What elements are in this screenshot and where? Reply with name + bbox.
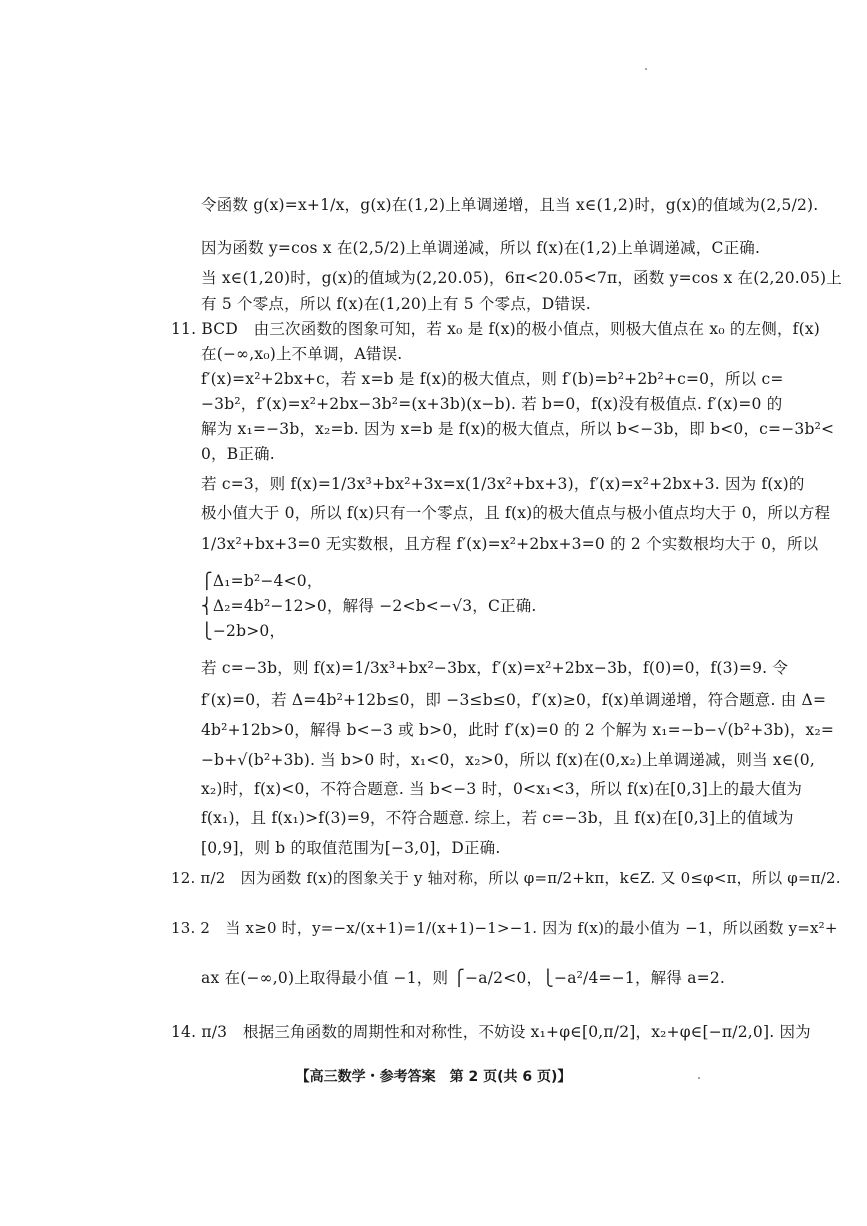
text-line: 0，B正确. xyxy=(201,445,275,463)
text-line: 令函数 g(x)=x+1/x，g(x)在(1,2)上单调递增，且当 x∈(1,2)时，g(x)的值域为(2,5/2). xyxy=(201,196,819,214)
question-14-line: 14. π/3 根据三角函数的周期性和对称性，不妨设 x₁+φ∈[0,π/2]，x₂+φ∈[−π/2,0]. 因为 xyxy=(171,1023,811,1041)
text-line: 4b²+12b>0，解得 b<−3 或 b>0，此时 f′(x)=0 的 2 个解为 x₁=−b−√(b²+3b)，x₂= xyxy=(201,721,835,739)
text-line: f′(x)=0，若 Δ=4b²+12b≤0，即 −3≤b≤0，f′(x)≥0，f(x)单调递增，符合题意. 由 Δ= xyxy=(201,691,827,709)
text-line: −3b²，f′(x)=x²+2bx−3b²=(x+3b)(x−b). 若 b=0，f(x)没有极值点. f′(x)=0 的 xyxy=(201,395,783,413)
text-line: 1/3x²+bx+3=0 无实数根，且方程 f′(x)=x²+2bx+3=0 的 2 个实数根均大于 0，所以 xyxy=(201,535,819,553)
question-11-line: 11. BCD 由三次函数的图象可知，若 x₀ 是 f(x)的极小值点，则极大值点在 x₀ 的左侧，f(x) xyxy=(171,320,821,338)
text-line: x₂)时，f(x)<0，不符合题意. 当 b<−3 时，0<x₁<3，所以 f(x)在[0,3]上的最大值为 xyxy=(201,780,803,798)
system-line: ⎧Δ₁=b²−4<0， xyxy=(201,572,323,590)
page-footer: 【高三数学・参考答案 第 2 页(共 6 页)】 xyxy=(295,1069,572,1085)
text-line: f′(x)=x²+2bx+c，若 x=b 是 f(x)的极大值点，则 f′(b)=b²+2b²+c=0，所以 c= xyxy=(201,370,784,388)
text-line: 若 c=3，则 f(x)=1/3x³+bx²+3x=x(1/3x²+bx+3)，f′(x)=x²+2bx+3. 因为 f(x)的 xyxy=(201,475,805,493)
text-line: 当 x∈(1,20)时，g(x)的值域为(2,20.05)，6π<20.05<7π，函数 y=cos x 在(2,20.05)上 xyxy=(201,269,842,287)
scan-speck xyxy=(645,68,647,70)
text-line: 有 5 个零点，所以 f(x)在(1,20)上有 5 个零点，D错误. xyxy=(201,295,591,313)
text-line: 在(−∞,x₀)上不单调，A错误. xyxy=(201,345,403,363)
scan-speck xyxy=(698,1077,700,1079)
question-13-line: 13. 2 当 x≥0 时，y=−x/(x+1)=1/(x+1)−1>−1. 因为 f(x)的最小值为 −1，所以函数 y=x²+ xyxy=(171,919,838,937)
text-line: 因为函数 y=cos x 在(2,5/2)上单调递减，所以 f(x)在(1,2)上单调递减，C正确. xyxy=(201,239,761,257)
text-line: 解为 x₁=−3b，x₂=b. 因为 x=b 是 f(x)的极大值点，所以 b<−3b，即 b<0，c=−3b²< xyxy=(201,420,835,438)
system-line: ⎩−2b>0， xyxy=(201,622,286,640)
text-line: ax 在(−∞,0)上取得最小值 −1，则 ⎧−a/2<0，⎩−a²/4=−1，解得 a=2. xyxy=(201,969,726,987)
text-line: 极小值大于 0，所以 f(x)只有一个零点，且 f(x)的极大值点与极小值点均大于 0，所以方程 xyxy=(201,504,831,522)
text-line: −b+√(b²+3b). 当 b>0 时，x₁<0，x₂>0，所以 f(x)在(0,x₂)上单调递减，则当 x∈(0, xyxy=(201,751,815,769)
text-line: [0,9]，则 b 的取值范围为[−3,0]，D正确. xyxy=(201,839,501,857)
text-line: 若 c=−3b，则 f(x)=1/3x³+bx²−3bx，f′(x)=x²+2bx−3b，f(0)=0，f(3)=9. 令 xyxy=(201,659,789,677)
question-12-line: 12. π/2 因为函数 f(x)的图象关于 y 轴对称，所以 φ=π/2+kπ，k∈Z. 又 0≤φ<π，所以 φ=π/2. xyxy=(171,869,841,887)
system-line: ⎨Δ₂=4b²−12>0，解得 −2<b<−√3，C正确. xyxy=(201,597,537,615)
text-line: f(x₁)，且 f(x₁)>f(3)=9，不符合题意. 综上，若 c=−3b，且 f(x)在[0,3]上的值域为 xyxy=(201,809,794,827)
